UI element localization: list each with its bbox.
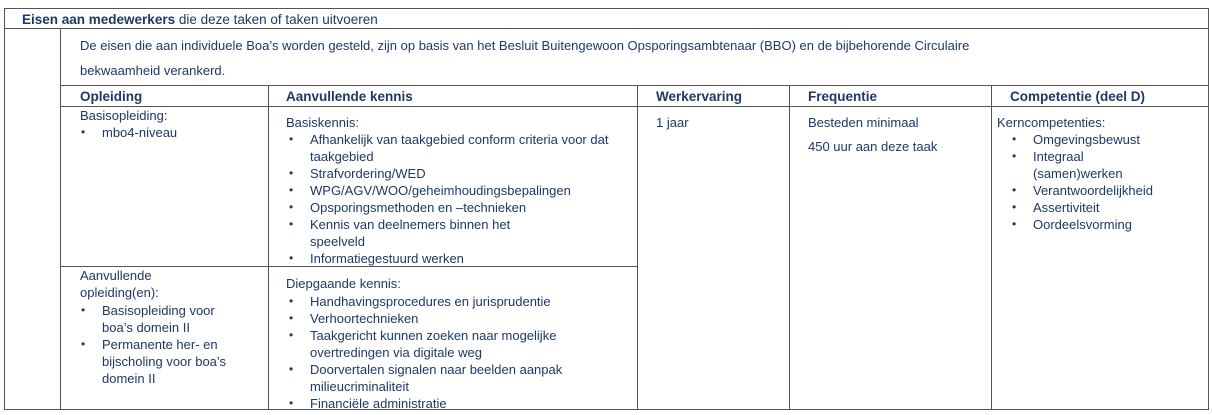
- list-item: • Omgevingsbewust: [1009, 131, 1204, 148]
- list-item: • Opsporingsmethoden en –technieken: [286, 199, 634, 216]
- border-under-header: [4, 28, 1209, 29]
- intro-line-1: De eisen die aan individuele Boa’s worden gesteld, zijn op basis van het Besluit Buitengewoon Opsporingsambtenaar (BBO) en de bijbehorende Circulaire: [80, 38, 970, 53]
- col-divider-2: [637, 85, 638, 410]
- section-header-rest: die deze taken of taken uitvoeren: [175, 12, 378, 27]
- border-above-columns: [60, 85, 1209, 86]
- list-item: • Financiële administratie: [286, 395, 634, 412]
- diepgaande-kennis-list: [286, 293, 634, 412]
- col-divider-1: [268, 85, 269, 410]
- list-item: • Basisopleiding voor boa’s domein II: [78, 302, 242, 336]
- section-header-bold: Eisen aan medewerkers: [22, 12, 176, 27]
- aanvullende-opleiding-label-1: Aanvullende: [80, 268, 152, 283]
- list-item: • Strafvordering/WED: [286, 165, 634, 182]
- list-item: • mbo4-niveau: [78, 124, 263, 141]
- list-item: • Verhoortechnieken: [286, 310, 634, 327]
- col-header-frequentie: Frequentie: [808, 89, 878, 104]
- col-divider-3: [789, 85, 790, 410]
- basisopleiding-list: [78, 124, 263, 141]
- list-item: • Integraal (samen)werken: [1009, 148, 1138, 182]
- list-item: • Afhankelijk van taakgebied conform criteria voor dat taakgebied: [286, 131, 622, 165]
- basisopleiding-label: Basisopleiding:: [80, 108, 168, 123]
- kerncompetenties-label: Kerncompetenties:: [997, 115, 1106, 130]
- col-header-werkervaring: Werkervaring: [656, 89, 743, 104]
- list-item: • Handhavingsprocedures en jurisprudentie: [286, 293, 634, 310]
- border-under-column-headers: [60, 106, 1209, 107]
- col-divider-4: [991, 85, 992, 410]
- col-header-competentie: Competentie (deel D): [1010, 89, 1146, 104]
- border-left: [4, 8, 5, 410]
- basiskennis-label: Basiskennis:: [286, 115, 359, 130]
- list-item: • Kennis van deelnemers binnen het speelveld: [286, 216, 565, 250]
- werkervaring-value: 1 jaar: [656, 115, 689, 130]
- frequentie-line-1: Besteden minimaal: [808, 115, 919, 130]
- border-top: [4, 8, 1209, 9]
- list-item: • Doorvertalen signalen naar beelden aanpak milieucriminaliteit: [286, 361, 630, 395]
- intro-line-2: bekwaamheid verankerd.: [80, 63, 226, 78]
- list-item: • WPG/AGV/WOO/geheimhoudingsbepalingen: [286, 182, 634, 199]
- col-header-kennis: Aanvullende kennis: [286, 89, 413, 104]
- list-item: • Taakgericht kunnen zoeken naar mogelijke overtredingen via digitale weg: [286, 327, 630, 361]
- aanvullende-opleiding-list: [78, 302, 260, 387]
- list-item: • Oordeelsvorming: [1009, 216, 1204, 233]
- list-item: • Informatiegestuurd werken: [286, 250, 634, 267]
- kerncompetenties-list: [1009, 131, 1204, 233]
- list-item: • Assertiviteit: [1009, 199, 1204, 216]
- border-right: [1208, 8, 1209, 410]
- list-item: • Verantwoordelijkheid: [1009, 182, 1204, 199]
- col-header-opleiding: Opleiding: [80, 89, 143, 104]
- section-header: [22, 12, 378, 27]
- diepgaande-kennis-label: Diepgaande kennis:: [286, 276, 401, 291]
- frequentie-line-2: 450 uur aan deze taak: [808, 139, 938, 154]
- list-item: • Permanente her- en bijscholing voor boa’s domein II: [78, 336, 262, 387]
- basiskennis-list: [286, 131, 634, 267]
- aanvullende-opleiding-label-2: opleiding(en):: [80, 285, 159, 300]
